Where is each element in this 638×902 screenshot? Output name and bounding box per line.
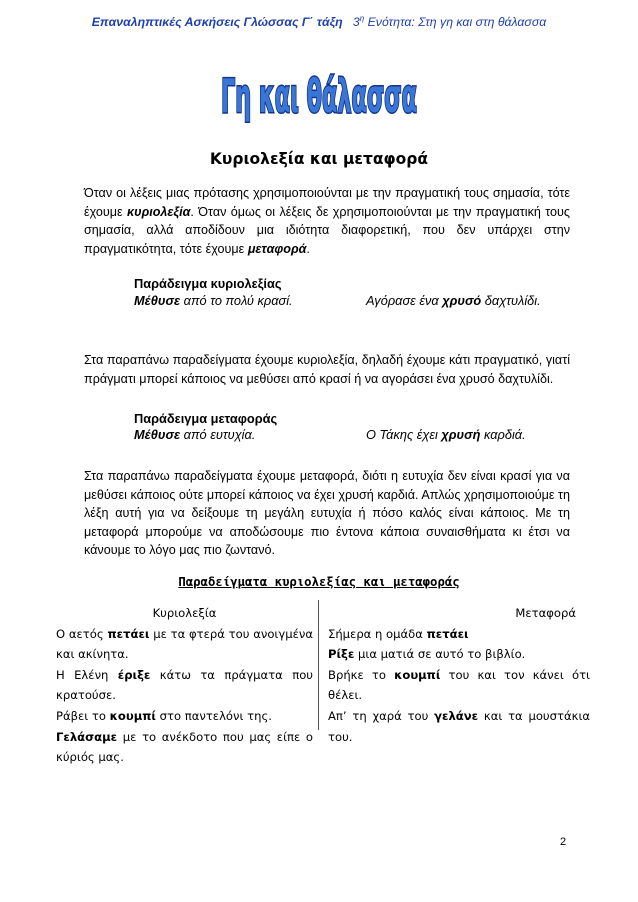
example-metaphor-left: Μέθυσε από ευτυχία. [134, 427, 256, 442]
example-metaphor-right: Ο Τάκης έχει χρυσή καρδιά. [366, 427, 526, 442]
intro-term-literal: κυριολεξία [127, 204, 191, 219]
literal-column [56, 603, 313, 768]
metaphor-keyword: γελάνε [434, 708, 479, 723]
table-divider [318, 600, 319, 730]
literal-row: Η Ελένη έριξε κάτω τα πράγματα που κρατούσε. [56, 667, 314, 703]
literal-row: Ράβει το κουμπί στο παντελόνι της. [56, 708, 272, 723]
header-unit-sup: η [359, 14, 365, 23]
header-unit-text: Ενότητα: Στη γη και στη θάλασσα [364, 15, 547, 30]
literal-column-header: Κυριολεξία [152, 606, 217, 620]
example-literal-title: Παράδειγμα κυριολεξίας [134, 276, 282, 291]
metaphor-row: Σήμερα η ομάδα πετάει [328, 626, 469, 641]
literal-row: Γελάσαμε με το ανέκδοτο που μας είπε ο κύριός μας. [56, 729, 313, 765]
example-literal-row [134, 293, 574, 308]
literal-keyword: κουμπί [109, 708, 156, 723]
metaphor-explanation: Στα παραπάνω παραδείγματα έχουμε μεταφορά, διότι η ευτυχία δεν είναι κρασί για να μεθύσει κάποιος ούτε μπορεί κάποιος να έχει χρυσή καρδιά. Απλώς χρησιμοποιούμε τη λέξη αυτή για να δείξουμε τη μεγάλη ευτυχία ή πόσο καλός είναι κάποιος. Με τη μεταφορά μπορούμε να αποδώσουμε πιο έντονα κάποια συναισθήματα κι έτσι να κάνουμε το λόγο μας πιο ζωντανό. [84, 469, 570, 558]
page-header [0, 14, 638, 29]
title-banner [0, 66, 638, 128]
banner-title: Γη και θάλασσα [221, 69, 417, 123]
intro-term-metaphor: μεταφορά [247, 241, 307, 256]
literal-keyword: έριξε [117, 667, 151, 682]
metaphor-column [328, 603, 590, 747]
section-title: Κυριολεξία και μεταφορά [209, 150, 429, 168]
intro-text-1: Όταν οι λέξεις μιας πρότασης χρησιμοποιούνται με την πραγματική τους σημασία, τότε έχουμε [84, 186, 570, 219]
header-unit-number: 3 [352, 15, 360, 30]
metaphor-keyword: πετάει [426, 626, 469, 641]
intro-paragraph [84, 184, 570, 258]
metaphor-row: Βρήκε το κουμπί του και τον κάνει ότι θέλει. [328, 667, 590, 703]
metaphor-row: Ρίξε μια ματιά σε αυτό το βιβλίο. [328, 647, 526, 662]
literal-explanation: Στα παραπάνω παραδείγματα έχουμε κυριολεξία, δηλαδή έχουμε κάτι πραγματικό, γιατί πράγματι μπορεί κάποιος να μεθύσει από κρασί ή να αγοράσει ένα χρυσό δαχτυλίδι. [84, 353, 570, 386]
table-title: Παραδείγματα κυριολεξίας και μεταφοράς [178, 575, 460, 589]
example-literal-left: Μέθυσε από το πολύ κρασί. [134, 293, 293, 308]
intro-text-2: . Όταν όμως οι λέξεις δε χρησιμοποιούνται με την πραγματική τους σημασία, αλλά αποδίδουν μια ιδιότητα διαφορετική, που δεν υπάρχει στην πραγματικότητα, τότε έχουμε [84, 204, 570, 256]
example-metaphor-row [134, 427, 574, 442]
metaphor-column-header: Μεταφορά [515, 606, 576, 620]
literal-row: Ο αετός πετάει με τα φτερά του ανοιγμένα και ακίνητα. [56, 626, 313, 662]
example-literal-right: Αγόρασε ένα χρυσό δαχτυλίδι. [366, 293, 541, 308]
literal-keyword: πετάει [107, 626, 150, 641]
intro-text-3: . [306, 241, 310, 256]
literal-keyword: Γελάσαμε [56, 729, 118, 744]
header-prefix: Επαναληπτικές Ασκήσεις Γλώσσας Γ΄ τάξη [91, 15, 343, 30]
metaphor-keyword: Ρίξε [328, 647, 355, 662]
page-number: 2 [560, 836, 567, 848]
metaphor-keyword: κουμπί [394, 667, 441, 682]
example-metaphor-title: Παράδειγμα μεταφοράς [134, 411, 278, 426]
metaphor-row: Απ’ τη χαρά του γελάνε και τα μουστάκια του. [328, 708, 591, 744]
